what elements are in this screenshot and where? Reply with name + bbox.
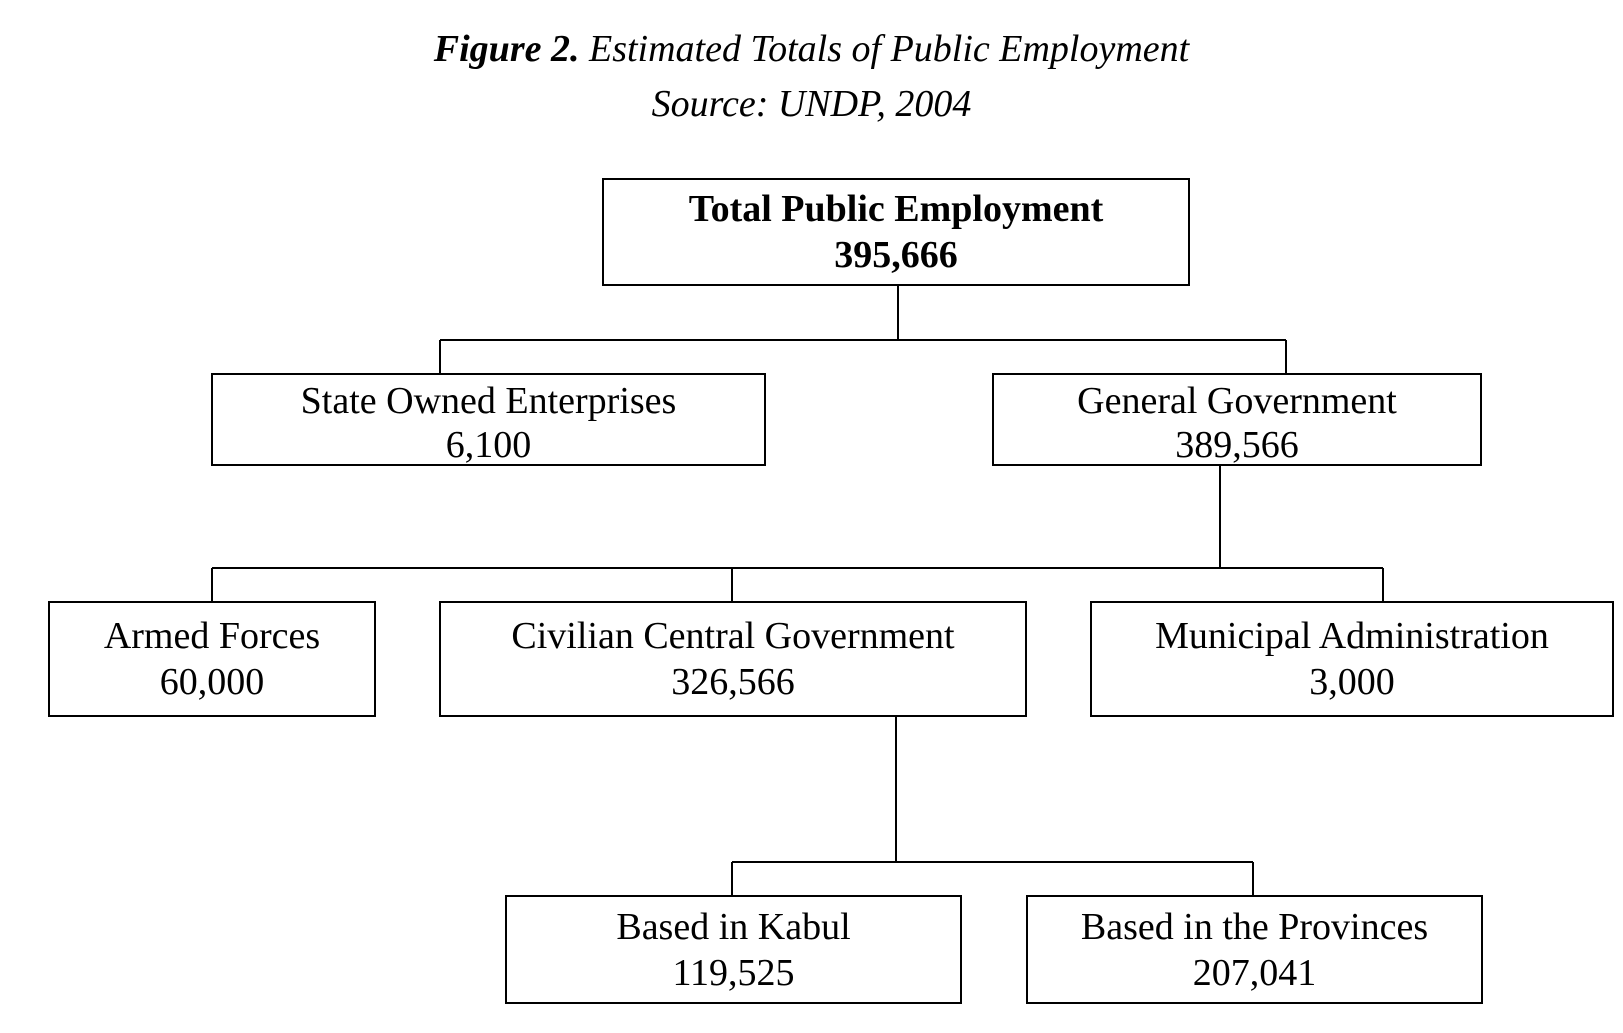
node-based-in-kabul — [505, 895, 962, 1004]
node-based-in-the-provinces — [1026, 895, 1483, 1004]
figure-label: Figure 2. — [433, 28, 580, 70]
figure-source: Source: UNDP, 2004 — [651, 83, 972, 125]
node-civilian-central-government — [439, 601, 1027, 717]
node-armed-forces — [48, 601, 376, 717]
node-label: Based in the Provinces — [1080, 905, 1429, 948]
figure-title: Estimated Totals of Public Employment — [588, 28, 1190, 70]
node-value: 119,525 — [672, 951, 795, 994]
node-label: Total Public Employment — [688, 188, 1104, 230]
node-label: Civilian Central Government — [511, 615, 955, 657]
node-value: 6,100 — [445, 424, 532, 466]
node-label: State Owned Enterprises — [300, 380, 677, 422]
node-label: Based in Kabul — [616, 905, 851, 948]
node-municipal-administration — [1090, 601, 1614, 717]
node-value: 3,000 — [1309, 661, 1395, 703]
node-value: 207,041 — [1192, 951, 1317, 994]
node-value: 60,000 — [159, 661, 265, 703]
node-value: 326,566 — [671, 661, 795, 703]
node-total-public-employment — [602, 178, 1190, 286]
node-label: Municipal Administration — [1155, 615, 1549, 657]
node-state-owned-enterprises — [211, 373, 766, 466]
node-value: 395,666 — [834, 234, 958, 276]
node-general-government — [992, 373, 1482, 466]
node-label: General Government — [1077, 380, 1397, 422]
node-value: 389,566 — [1175, 424, 1299, 466]
node-label: Armed Forces — [103, 615, 321, 657]
